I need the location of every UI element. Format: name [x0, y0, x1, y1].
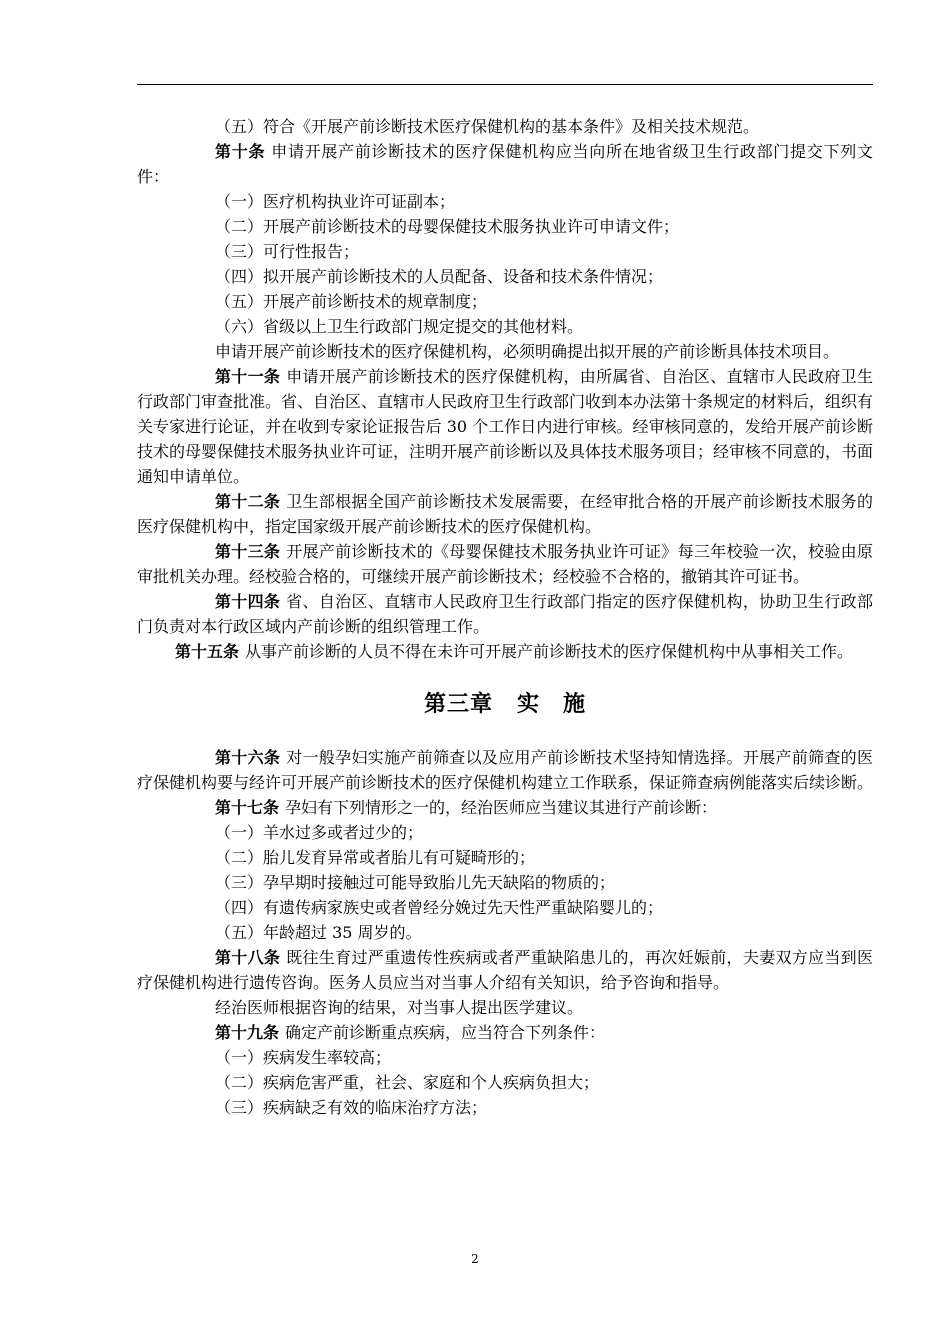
article-label: 第十条 [215, 142, 266, 161]
chapter-label: 第三章 [423, 691, 493, 717]
article-text: 从事产前诊断的人员不得在未许可开展产前诊断技术的医疗保健机构中从事相关工作。 [245, 642, 854, 661]
article-text: 申请开展产前诊断技术的医疗保健机构，由所属省、自治区、直辖市人民政府卫生行政部门审查批准。省、自治区、直辖市人民政府卫生行政部门收到本办法第十条规定的材料后，组织有关专家进行论证，并在收到专家论证报告后 30 个工作日内进行审核。经审核同意的，发给开展产前诊断技术的母婴保健技术服务执业许可证，注明开展产前诊断以及具体技术服务项目；经审核不同意的，书面通知申请单位。 [137, 367, 874, 486]
article-paragraph [137, 1020, 873, 1045]
list-item: （五）开展产前诊断技术的规章制度； [215, 292, 488, 311]
list-item: （一）羊水过多或者过少的； [215, 823, 424, 842]
article-paragraph [137, 795, 873, 820]
article-label: 第十三条 [215, 542, 281, 561]
article-text: 省、自治区、直辖市人民政府卫生行政部门指定的医疗保健机构，协助卫生行政部门负责对本行政区域内产前诊断的组织管理工作。 [137, 592, 873, 636]
list-item: （二）疾病危害严重，社会、家庭和个人疾病负担大； [215, 1073, 600, 1092]
article-paragraph [137, 539, 873, 589]
article-paragraph [137, 745, 873, 795]
page-number: 2 [471, 1252, 479, 1266]
article-label: 第十四条 [215, 592, 281, 611]
document-body [137, 114, 873, 1120]
article-paragraph [137, 489, 873, 539]
paragraph: 经治医师根据咨询的结果，对当事人提出医学建议。 [215, 998, 584, 1017]
list-item: （二）胎儿发育异常或者胎儿有可疑畸形的； [215, 848, 536, 867]
list-item: （二）开展产前诊断技术的母婴保健技术服务执业许可申请文件； [215, 217, 680, 236]
article-paragraph [137, 589, 873, 639]
article-label: 第十一条 [215, 367, 281, 386]
article-label: 第十八条 [215, 948, 281, 967]
article-text: 卫生部根据全国产前诊断技术发展需要，在经审批合格的开展产前诊断技术服务的医疗保健机构中，指定国家级开展产前诊断技术的医疗保健机构。 [137, 492, 873, 536]
article-text: 孕妇有下列情形之一的，经治医师应当建议其进行产前诊断： [285, 798, 718, 817]
list-item: （三）可行性报告； [215, 242, 360, 261]
list-item: （三）孕早期时接触过可能导致胎儿先天缺陷的物质的； [215, 873, 616, 892]
article-paragraph [137, 139, 873, 189]
article-paragraph [137, 639, 873, 664]
article-text: 申请开展产前诊断技术的医疗保健机构应当向所在地省级卫生行政部门提交下列文件： [137, 142, 873, 186]
article-text: 开展产前诊断技术的《母婴保健技术服务执业许可证》每三年校验一次，校验由原审批机关办理。经校验合格的，可继续开展产前诊断技术；经校验不合格的，撤销其许可证书。 [137, 542, 873, 586]
list-item: （四）拟开展产前诊断技术的人员配备、设备和技术条件情况； [215, 267, 664, 286]
article-label: 第十六条 [215, 748, 281, 767]
list-item: （五）年龄超过 35 周岁的。 [215, 923, 422, 942]
chapter-heading [137, 692, 873, 717]
article-label: 第十五条 [175, 642, 240, 661]
chapter-title: 实 施 [517, 691, 587, 717]
article-label: 第十七条 [215, 798, 280, 817]
list-item: （一）疾病发生率较高； [215, 1048, 392, 1067]
article-text: 对一般孕妇实施产前筛查以及应用产前诊断技术坚持知情选择。开展产前筛查的医疗保健机构要与经许可开展产前诊断技术的医疗保健机构建立工作联系，保证筛查病例能落实后续诊断。 [137, 748, 874, 792]
article-text: 既往生育过严重遗传性疾病或者严重缺陷患儿的，再次妊娠前，夫妻双方应当到医疗保健机构进行遗传咨询。医务人员应当对当事人介绍有关知识，给予咨询和指导。 [137, 948, 873, 992]
list-item: （三）疾病缺乏有效的临床治疗方法； [215, 1098, 488, 1117]
article-paragraph [137, 364, 873, 489]
list-item: （五）符合《开展产前诊断技术医疗保健机构的基本条件》及相关技术规范。 [215, 117, 760, 136]
article-paragraph [137, 945, 873, 995]
article-text: 确定产前诊断重点疾病，应当符合下列条件： [285, 1023, 606, 1042]
article-label: 第十九条 [215, 1023, 280, 1042]
article-label: 第十二条 [215, 492, 281, 511]
header-rule [137, 84, 873, 85]
list-item: （一）医疗机构执业许可证副本； [215, 192, 456, 211]
list-item: （六）省级以上卫生行政部门规定提交的其他材料。 [215, 317, 584, 336]
list-item: （四）有遗传病家族史或者曾经分娩过先天性严重缺陷婴儿的； [215, 898, 664, 917]
paragraph: 申请开展产前诊断技术的医疗保健机构，必须明确提出拟开展的产前诊断具体技术项目。 [215, 342, 840, 361]
